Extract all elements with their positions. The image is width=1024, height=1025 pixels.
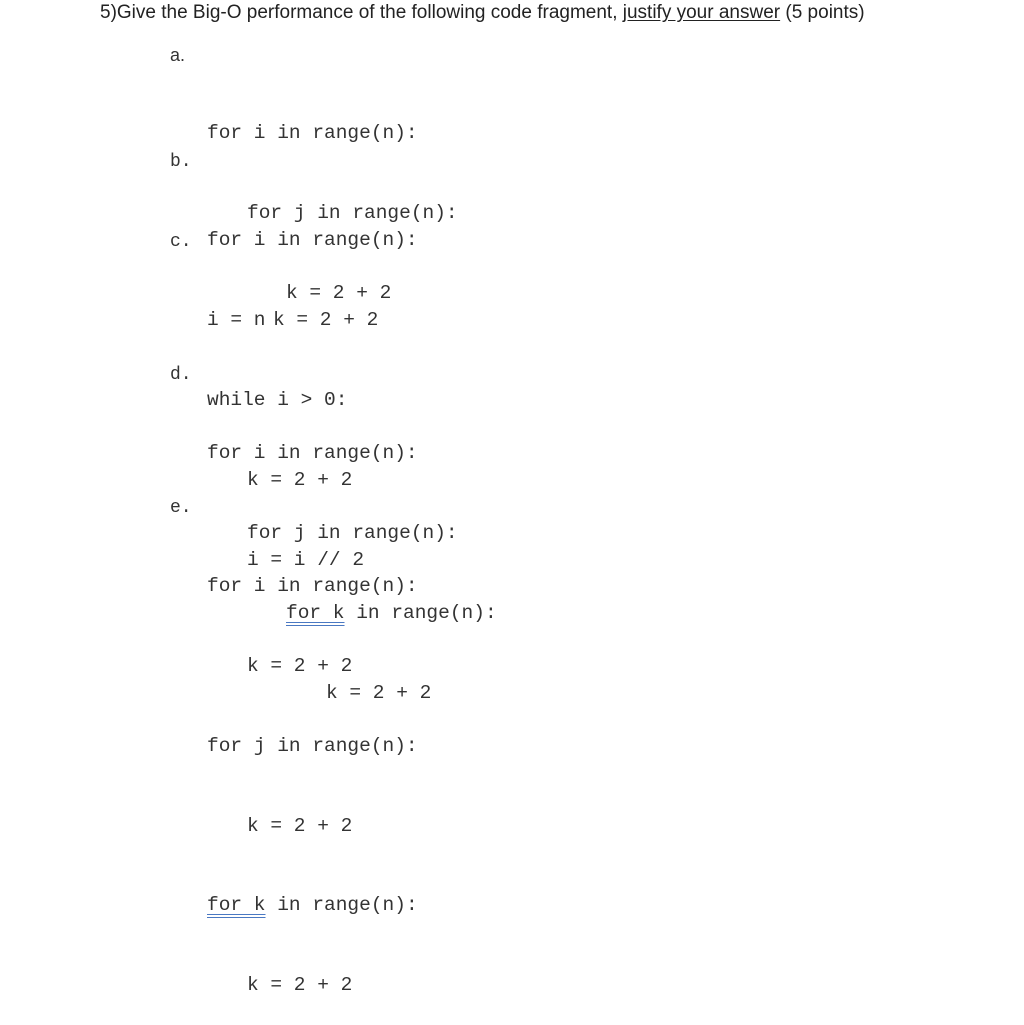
code-line-rest: in range(n): [344, 601, 497, 624]
code-line: i = n [207, 309, 266, 332]
code-line: while i > 0: [207, 388, 348, 411]
code-line: for i in range(n): [207, 575, 418, 598]
part-e-label: e. [170, 498, 192, 518]
code-line: k = 2 + 2 [247, 654, 353, 677]
code-line: for i in range(n): [207, 122, 418, 145]
code-line: k = 2 + 2 [247, 814, 353, 837]
part-c-label: c. [170, 232, 192, 252]
code-line: for j in range(n): [207, 734, 418, 757]
code-line: k = 2 + 2 [247, 468, 353, 491]
spellcheck-underlined-text: for k [207, 894, 266, 917]
part-a-label: a. [170, 45, 186, 65]
question-heading [100, 1, 865, 25]
code-line: for i in range(n): [207, 229, 418, 252]
points-text: (5 points) [780, 2, 865, 23]
code-line: for i in range(n): [207, 442, 418, 465]
code-line: k = 2 + 2 [273, 308, 379, 331]
code-line: for j in range(n): [247, 201, 458, 224]
question-text: 5)Give the Big-O performance of the following code fragment, [100, 2, 623, 23]
part-d-label: d. [170, 365, 192, 385]
part-e-code [207, 520, 418, 1025]
code-line: k = 2 + 2 [326, 681, 432, 704]
justify-instruction: justify your answer [622, 2, 781, 23]
code-line: i = i // 2 [247, 548, 365, 571]
spellcheck-underlined-text: for k [286, 601, 345, 624]
code-line: for j in range(n): [247, 521, 458, 544]
code-line: k = 2 + 2 [286, 281, 392, 304]
code-line [207, 892, 418, 919]
code-line-rest: in range(n): [265, 894, 418, 917]
code-line: k = 2 + 2 [247, 974, 353, 997]
part-b-label: b. [170, 152, 192, 172]
